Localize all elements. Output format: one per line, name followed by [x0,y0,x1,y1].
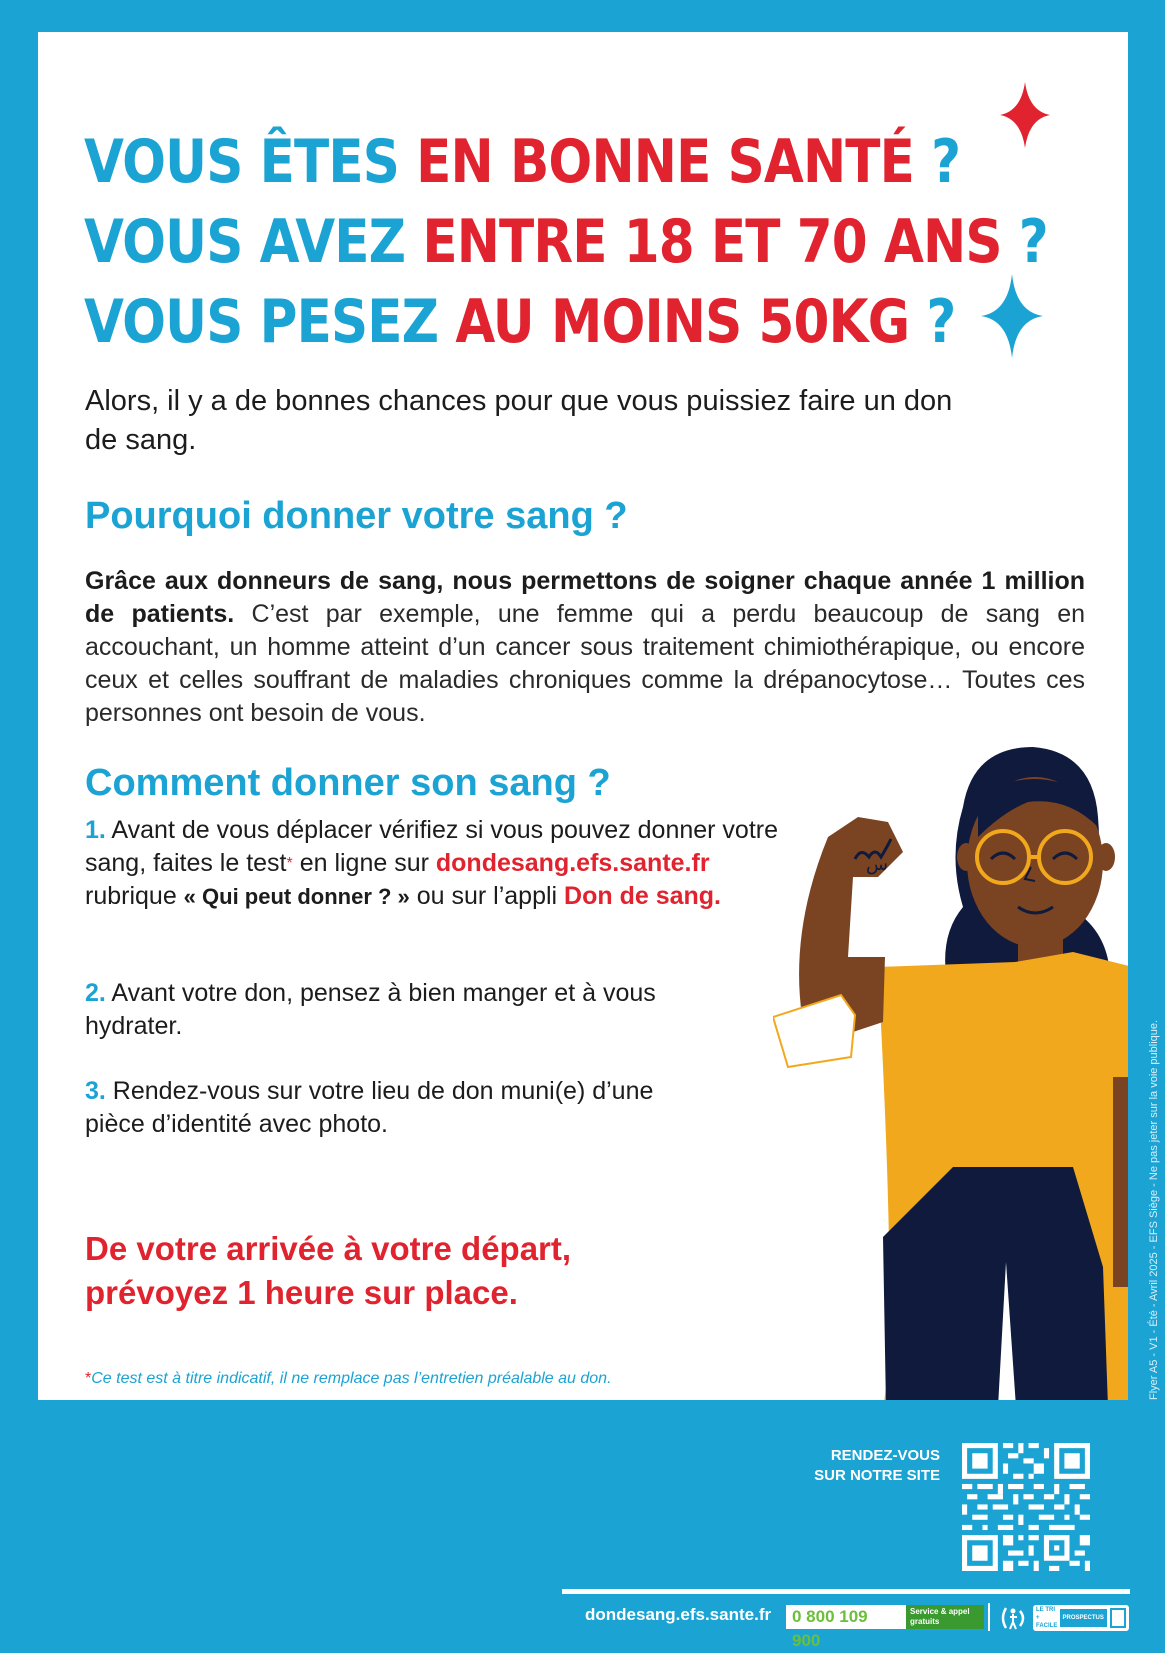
how-title: Comment donner son sang ? [85,762,611,804]
step-1: 1. Avant de vous déplacer vérifiez si vous pouvez donner votre sang, faites le test* en ligne sur dondesang.efs.sante.fr rubrique « Qui peut donner ? » ou sur l’appli Don de sang. [85,816,779,910]
footer-site-link[interactable]: dondesang.efs.sante.fr [585,1605,772,1624]
print-reference: Flyer A5 - V1 - Été - Avril 2025 - EFS Siège - Ne pas jeter sur la voie publique. [1148,1019,1160,1400]
footer-divider [562,1589,1130,1594]
duration-callout: De votre arrivée à votre départ, prévoyez 1 heure sur place. [85,1230,572,1311]
headline-line-health: VOUS ÊTES EN BONNE SANTÉ ? [84,127,961,197]
footnote: *Ce test est à titre indicatif, il ne remplace pas l’entretien préalable au don. [85,1370,612,1387]
phone-number: 0 800 109 900 [786,1605,906,1629]
blue-sparkle-icon [981,274,1043,358]
headline-line-weight: VOUS PESEZ AU MOINS 50KG ? [84,287,956,357]
why-body: Grâce aux donneurs de sang, nous permettons de soigner chaque année 1 million de patients. C’est par exemple, une femme qui a perdu beaucoup de sang en accouchant, un homme atteint d’un cancer sous traitement chimiothérapique, ou encore ceux et celles souffrant de maladies chroniques comme la drépanocytose… Toutes ces personnes ont besoin de vous. [85,567,1085,727]
step-3: 3. Rendez-vous sur votre lieu de don muni(e) d’une pièce d’identité avec photo. [85,1077,654,1138]
headline [84,122,1048,362]
triman-recycling-icon [998,1603,1028,1633]
step-2: 2. Avant votre don, pensez à bien manger et à vous hydrater. [85,979,656,1040]
intro-text: Alors, il y a de bonnes chances pour que vous puissiez faire un don de sang. [85,385,953,456]
svg-text:س: س [866,854,888,874]
visit-site-label: RENDEZ-VOUS SUR NOTRE SITE [814,1447,940,1484]
app-name: Don de sang. [564,882,722,910]
phone-badge[interactable] [786,1605,984,1650]
flyer-card [38,32,1128,1400]
tri-facile-logo: LE TRI + FACILE PROSPECTUS [1033,1605,1129,1631]
headline-line-age: VOUS AVEZ ENTRE 18 ET 70 ANS ? [84,207,1048,277]
site-link[interactable]: dondesang.efs.sante.fr [435,849,710,877]
why-title: Pourquoi donner votre sang ? [85,495,628,537]
qr-code[interactable] [962,1443,1090,1571]
red-sparkle-icon [1000,82,1050,148]
phone-free-tag: Service & appel gratuits [906,1605,984,1629]
donor-illustration [773,747,1128,1400]
paper-bin-icon [1110,1608,1126,1628]
footer-separator [988,1603,990,1631]
